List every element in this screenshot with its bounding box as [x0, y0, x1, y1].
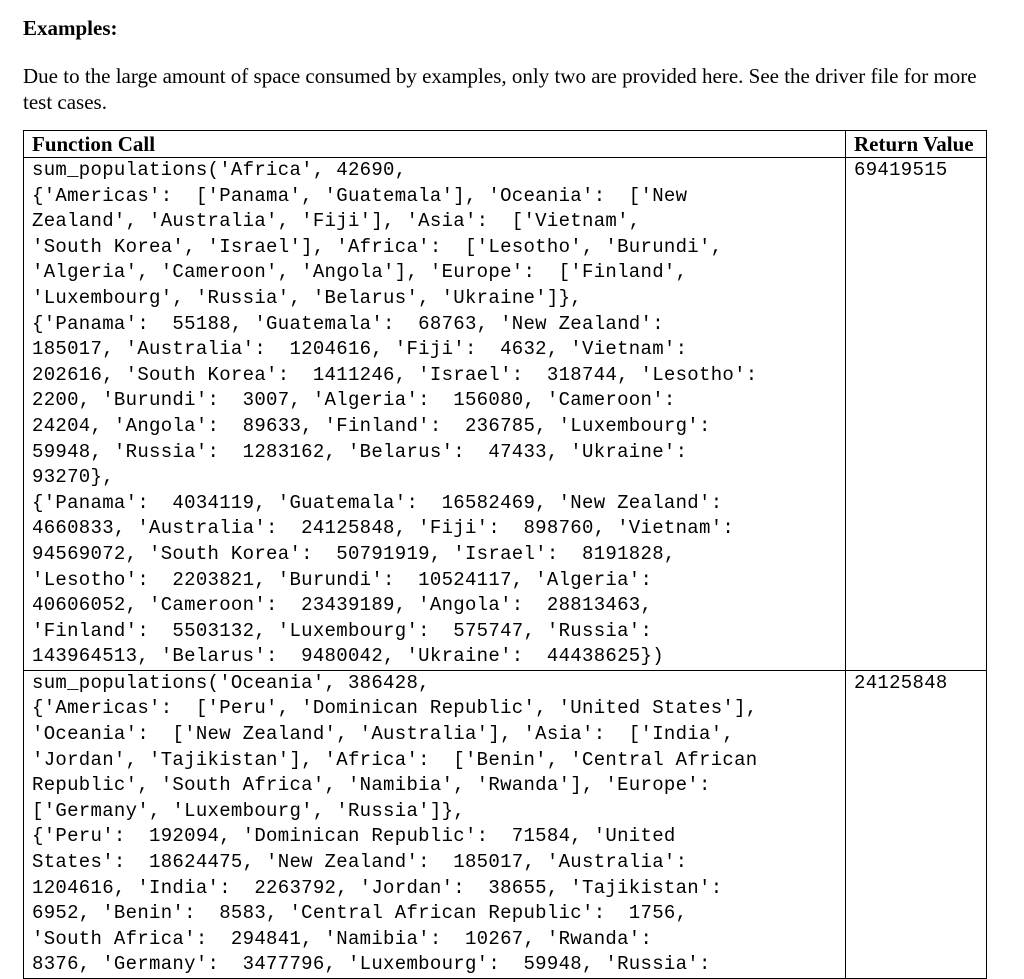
return-value: 69419515	[854, 159, 948, 181]
return-value-cell	[846, 158, 987, 671]
table-header-row	[24, 131, 987, 158]
function-call-code: sum_populations('Oceania', 386428, {'Americas': ['Peru', 'Dominican Republic', 'United States'], 'Oceania': ['New Zealand', 'Australia'], 'Asia': ['India', 'Jordan', 'Tajikistan'], 'Africa': ['Benin', 'Central African Republic', 'South Africa', 'Namibia', 'Rwanda'], 'Europe': ['Germany', 'Luxembourg', 'Russia']}, {'Peru': 192094, 'Dominican Republic': 71584, 'United States': 18624475, 'New Zealand': 185017, 'Australia': 1204616, 'India': 2263792, 'Jordan': 38655, 'Tajikistan': 6952, 'Benin': 8583, 'Central African Republic': 1756, 'South Africa': 294841, 'Namibia': 10267, 'Rwanda': 8376, 'Germany': 3477796, 'Luxembourg': 59948, 'Russia':	[32, 671, 758, 976]
examples-table	[23, 130, 987, 979]
section-heading: Examples:	[23, 16, 118, 40]
function-call-code: sum_populations('Africa', 42690, {'Americas': ['Panama', 'Guatemala'], 'Oceania': ['New Zealand', 'Australia', 'Fiji'], 'Asia': ['Vietnam', 'South Korea', 'Israel'], 'Africa': ['Lesotho', 'Burundi', 'Algeria', 'Cameroon', 'Angola'], 'Europe': ['Finland', 'Luxembourg', 'Russia', 'Belarus', 'Ukraine']}, {'Panama': 55188, 'Guatemala': 68763, 'New Zealand': 185017, 'Australia': 1204616, 'Fiji': 4632, 'Vietnam': 202616, 'South Korea': 1411246, 'Israel': 318744, 'Lesotho': 2200, 'Burundi': 3007, 'Algeria': 156080, 'Cameroon': 24204, 'Angola': 89633, 'Finland': 236785, 'Luxembourg': 59948, 'Russia': 1283162, 'Belarus': 47433, 'Ukraine': 93270}, {'Panama': 4034119, 'Guatemala': 16582469, 'New Zealand': 4660833, 'Australia': 24125848, 'Fiji': 898760, 'Vietnam': 94569072, 'South Korea': 50791919, 'Israel': 8191828, 'Lesotho': 2203821, 'Burundi': 10524117, 'Algeria': 40606052, 'Cameroon': 23439189, 'Angola': 28813463, 'Finland': 5503132, 'Luxembourg': 575747, 'Russia': 143964513, 'Belarus': 9480042, 'Ukraine': 44438625})	[32, 159, 758, 668]
return-value-header: Return Value	[846, 131, 987, 158]
function-call-cell	[24, 670, 846, 978]
table-row	[24, 670, 987, 978]
return-value: 24125848	[854, 671, 948, 694]
intro-paragraph: Due to the large amount of space consumed by examples, only two are provided here. See the driver file for more test cases.	[23, 64, 977, 114]
return-value-cell	[846, 670, 987, 978]
function-call-cell	[24, 158, 846, 671]
function-call-header: Function Call	[24, 131, 846, 158]
table-row	[24, 158, 987, 671]
